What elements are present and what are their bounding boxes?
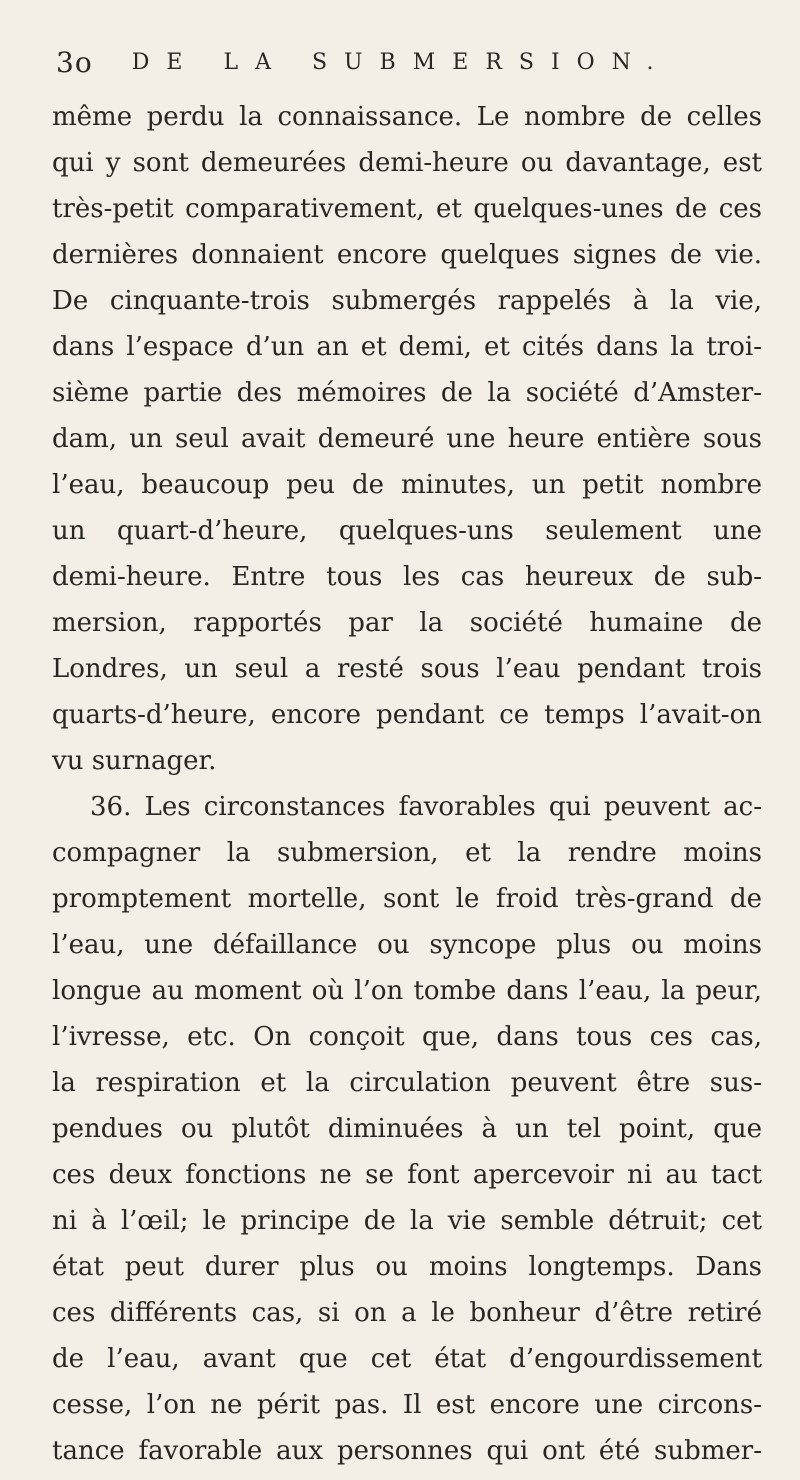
text-line: qui y sont demeurées demi-heure ou davantage, est (52, 148, 762, 178)
text-line: De cinquante-trois submergés rappelés à la vie, (52, 286, 762, 316)
text-line: l’ivresse, etc. On conçoit que, dans tous ces cas, (52, 1022, 762, 1052)
text-line: promptement mortelle, sont le froid très-grand de (52, 884, 762, 914)
text-line: un quart-d’heure, quelques-uns seulement une (52, 516, 762, 546)
text-line: sième partie des mémoires de la société d’Amster- (52, 378, 762, 408)
text-line: cesse, l’on ne périt pas. Il est encore une circons- (52, 1390, 762, 1420)
text-line: même perdu la connaissance. Le nombre de celles (52, 102, 762, 132)
text-line: état peut durer plus ou moins longtemps. Dans (52, 1252, 762, 1282)
text-line: demi-heure. Entre tous les cas heureux de sub- (52, 562, 762, 592)
page-number: 3o (56, 46, 93, 79)
text-line: Londres, un seul a resté sous l’eau pendant trois (52, 654, 762, 684)
text-line: mersion, rapportés par la société humaine de (52, 608, 762, 638)
running-title: DE LA SUBMERSION. (131, 50, 671, 75)
paragraph-36-start: 36. Les circonstances favorables qui peuvent ac- (90, 792, 762, 822)
text-line: compagner la submersion, et la rendre moins (52, 838, 762, 868)
text-line: dans l’espace d’un an et demi, et cités dans la troi- (52, 332, 762, 362)
text-line: vu surnager. (52, 746, 217, 776)
body-text (52, 94, 762, 1474)
text-line: tance favorable aux personnes qui ont été submer- (52, 1436, 762, 1466)
running-head (56, 46, 776, 90)
text-line: ces deux fonctions ne se font apercevoir ni au tact (52, 1160, 762, 1190)
text-line: pendues ou plutôt diminuées à un tel point, que (52, 1114, 762, 1144)
text-line: longue au moment où l’on tombe dans l’eau, la peur, (52, 976, 762, 1006)
text-line: ni à l’œil; le principe de la vie semble détruit; cet (52, 1206, 762, 1236)
text-line: ces différents cas, si on a le bonheur d’être retiré (52, 1298, 762, 1328)
text-line: de l’eau, avant que cet état d’engourdissement (52, 1344, 762, 1374)
text-line: la respiration et la circulation peuvent être sus- (52, 1068, 762, 1098)
text-line: quarts-d’heure, encore pendant ce temps l’avait-on (52, 700, 762, 730)
text-line: l’eau, une défaillance ou syncope plus ou moins (52, 930, 762, 960)
text-line: l’eau, beaucoup peu de minutes, un petit nombre (52, 470, 762, 500)
text-line: dam, un seul avait demeuré une heure entière sous (52, 424, 762, 454)
text-line: très-petit comparativement, et quelques-unes de ces (52, 194, 762, 224)
text-line: dernières donnaient encore quelques signes de vie. (52, 240, 762, 270)
